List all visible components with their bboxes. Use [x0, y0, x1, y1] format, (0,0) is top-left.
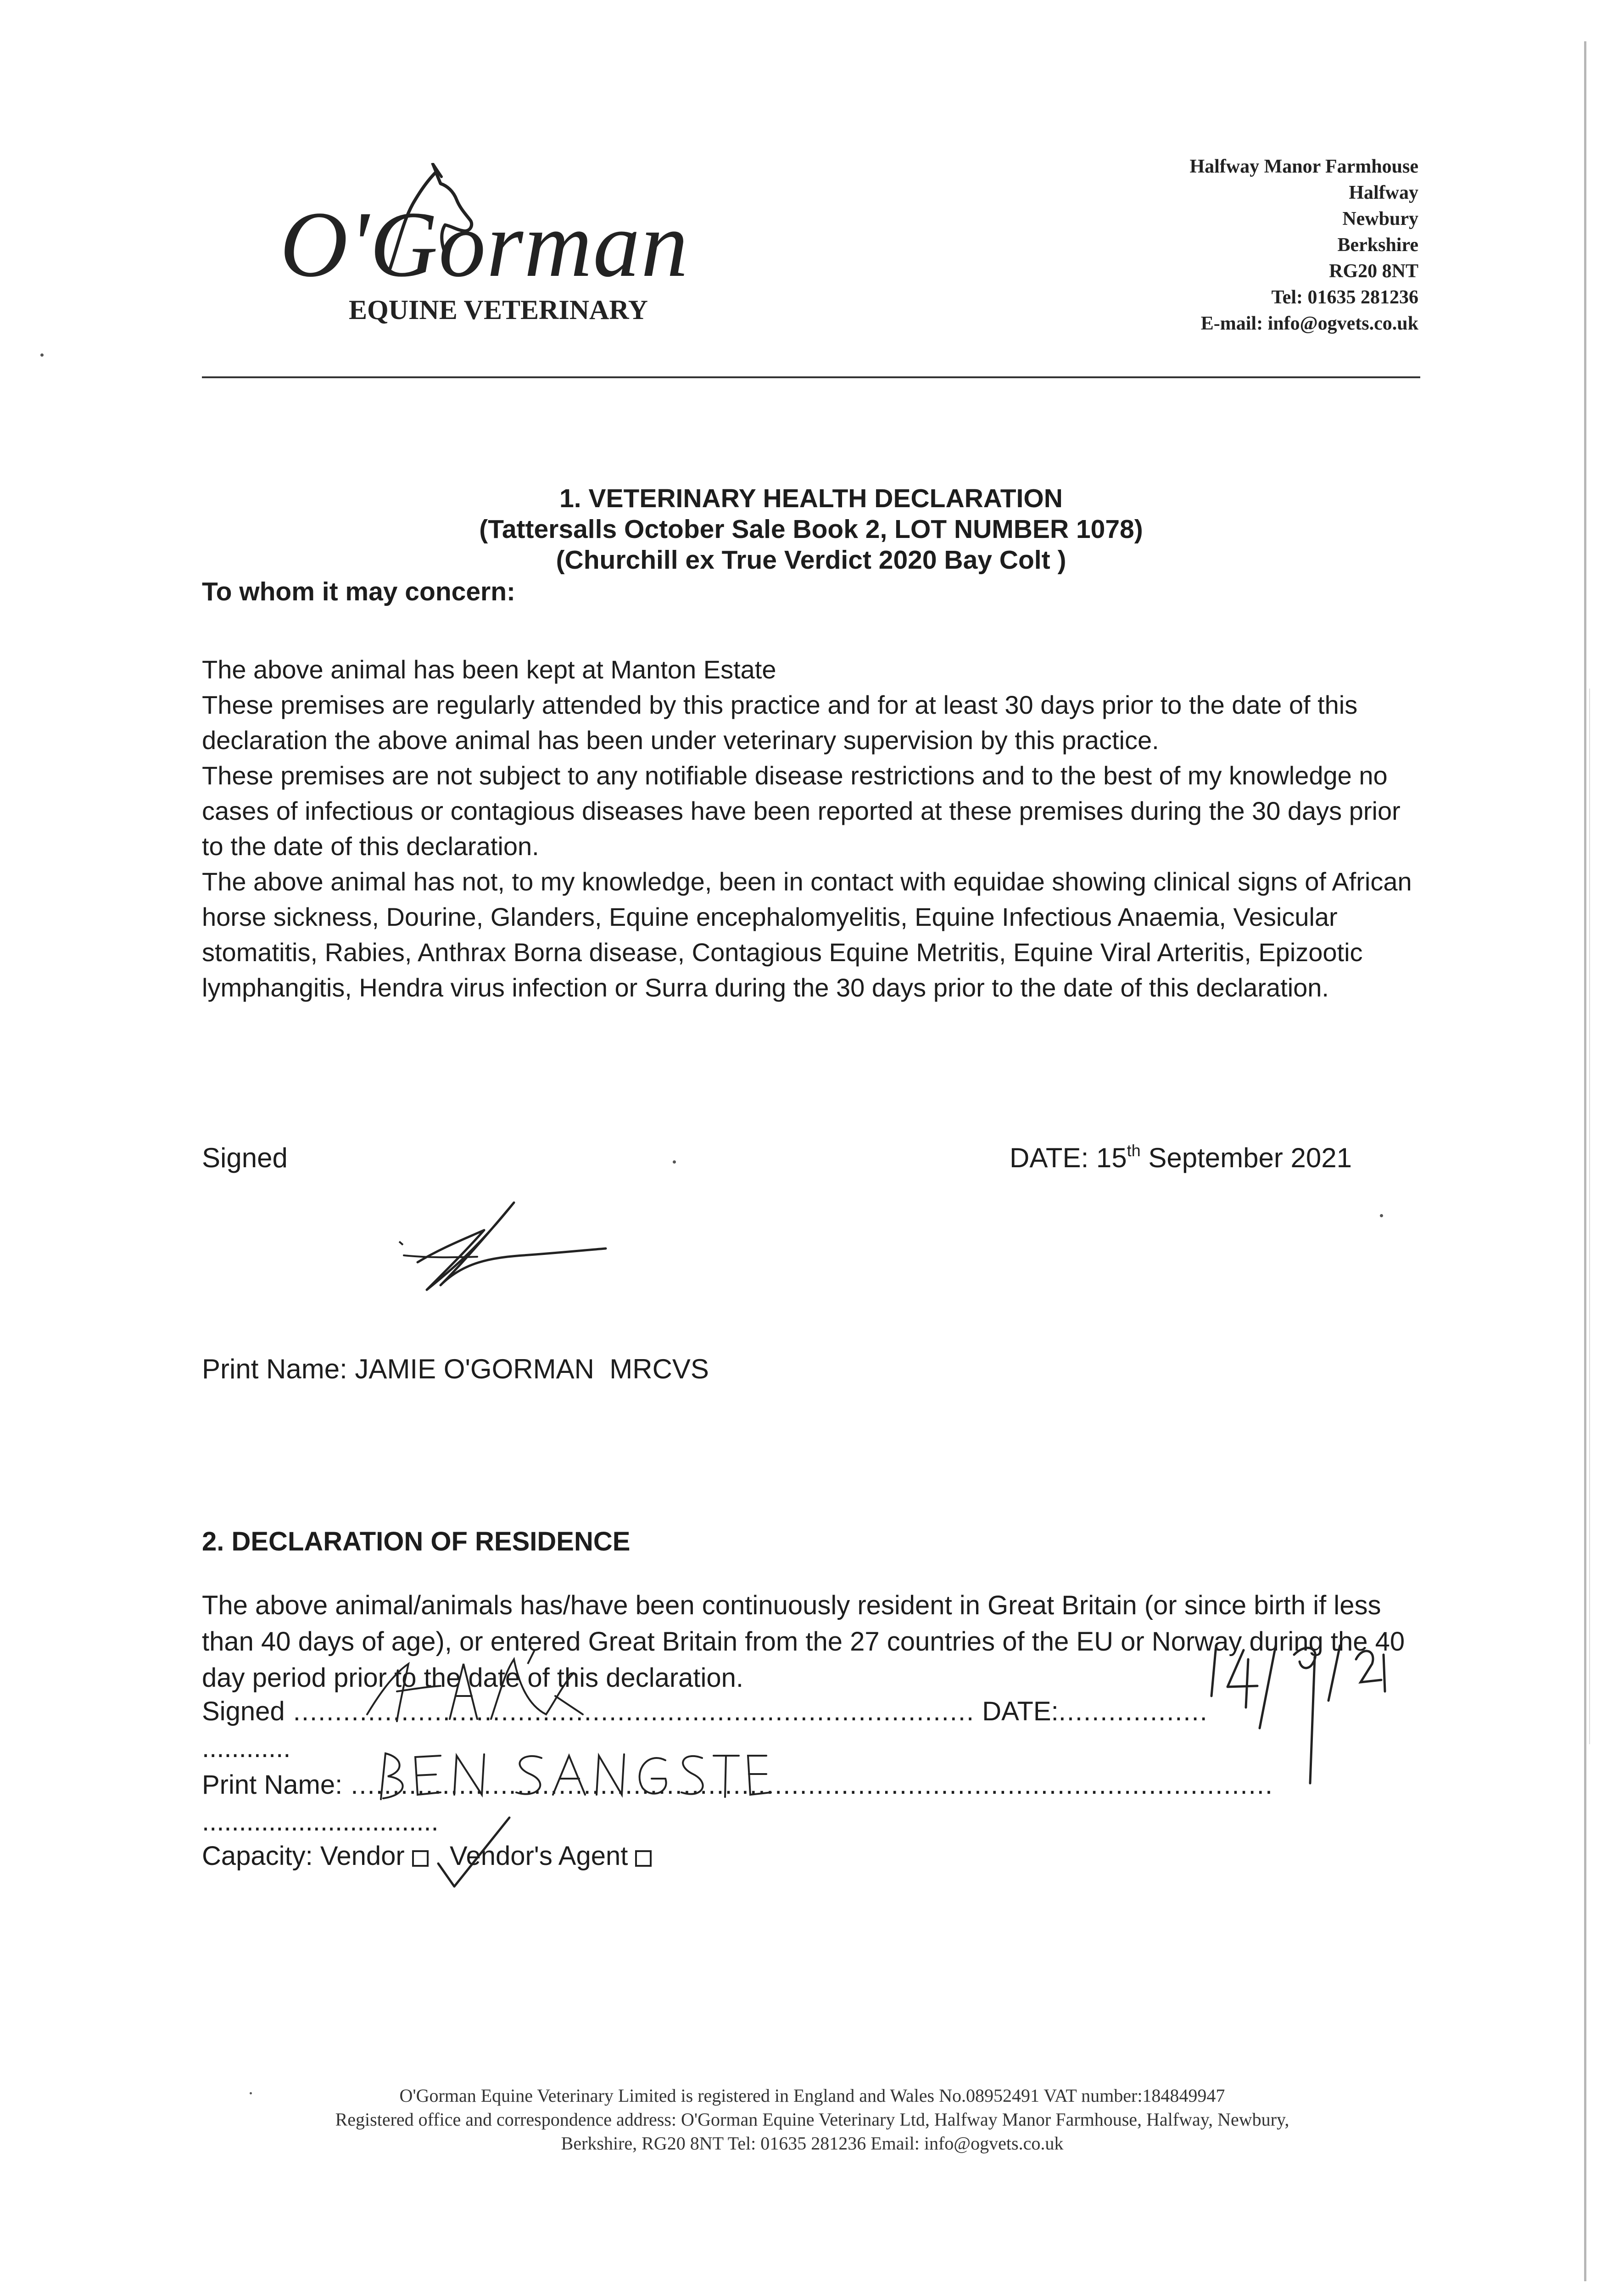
letterhead-divider	[202, 376, 1420, 378]
declaration-body	[202, 652, 1423, 1005]
date-label: DATE: 15	[1010, 1142, 1127, 1173]
address-email: E-mail: info@ogvets.co.uk	[1200, 313, 1418, 334]
address-telephone: Tel: 01635 281236	[1271, 287, 1418, 308]
section1-subheading-lot: (Tattersalls October Sale Book 2, LOT NUMBER 1078)	[479, 515, 1143, 544]
residence-print-label: Print Name:	[202, 1770, 343, 1800]
date-ordinal: th	[1127, 1141, 1141, 1160]
salutation: To whom it may concern:	[202, 577, 516, 606]
body-paragraph: These premises are not subject to any notifiable disease restrictions and to the best of my knowledge no cases of infectious or contagious diseases have been reported at these premises during the 30 days prior to the date of this declaration.	[202, 761, 1401, 861]
body-paragraph: The above animal has been kept at Manton Estate	[202, 655, 776, 684]
dotted-line-continuation: ................................	[202, 1807, 439, 1836]
vendor-checkmark-icon	[434, 1813, 516, 1891]
vet-print-name: Print Name: JAMIE O'GORMAN MRCVS	[202, 1354, 709, 1384]
residence-signed-label: Signed	[202, 1696, 285, 1726]
signed-dotted-line: ..................................................................................	[285, 1696, 975, 1726]
date-dotted-line: ..................	[1058, 1696, 1208, 1726]
scan-speck	[40, 353, 44, 357]
handwritten-date-14-9-21	[1179, 1632, 1404, 1802]
date-value: September 2021	[1140, 1142, 1352, 1173]
footer-address: Registered office and correspondence address: O'Gorman Equine Veterinary Ltd, Halfway Manor Farmhouse, Halfway, Newbury,	[335, 2109, 1289, 2130]
vendor-signature	[353, 1646, 633, 1728]
logo-wordmark: O'Gorman	[280, 192, 689, 297]
logo-subtitle: EQUINE VETERINARY	[349, 295, 648, 325]
vendor-checkbox[interactable]	[412, 1850, 429, 1867]
footer-contact: Berkshire, RG20 8NT Tel: 01635 281236 Email: info@ogvets.co.uk	[561, 2133, 1064, 2154]
section1-heading: 1. VETERINARY HEALTH DECLARATION	[559, 484, 1063, 513]
scan-edge-line	[1584, 41, 1586, 2281]
scan-speck	[1380, 1214, 1383, 1217]
address-line: Newbury	[1342, 208, 1418, 230]
address-line: Halfway Manor Farmhouse	[1189, 156, 1418, 177]
address-postcode: RG20 8NT	[1329, 261, 1418, 282]
capacity-row	[202, 1841, 652, 1871]
horse-head-logo-icon	[372, 163, 486, 282]
residence-signed-row	[202, 1696, 1208, 1727]
address-line: Halfway	[1349, 182, 1418, 203]
address-line: Berkshire	[1337, 235, 1418, 256]
scan-speck	[673, 1160, 676, 1164]
residence-date-label: DATE:	[975, 1696, 1059, 1726]
print-dotted-line: ...............................................................................................................	[342, 1770, 1273, 1800]
residence-paragraph: The above animal/animals has/have been continuously resident in Great Britain (or since birth if less than 40 days of age), or entered Great Britain from the 27 countries of the EU or Norway during the 40 day period prior to the date of this declaration.	[202, 1590, 1405, 1693]
signed-label: Signed	[202, 1142, 288, 1173]
capacity-vendor-label: Capacity: Vendor	[202, 1841, 405, 1871]
vendor-agent-label: Vendor's Agent	[449, 1841, 628, 1871]
handwritten-print-name	[372, 1749, 785, 1804]
section2-heading: 2. DECLARATION OF RESIDENCE	[202, 1527, 631, 1556]
scan-edge-line-faint	[1589, 688, 1590, 1744]
vendor-agent-checkbox[interactable]	[635, 1850, 652, 1867]
practice-address	[1189, 154, 1418, 337]
footer-registration: O'Gorman Equine Veterinary Limited is registered in England and Wales No.08952491 VAT number:184849947	[399, 2085, 1225, 2106]
body-paragraph: These premises are regularly attended by this practice and for at least 30 days prior to the date of this declaration the above animal has been under veterinary supervision by this practice.	[202, 690, 1358, 755]
dotted-line-continuation: ............	[202, 1733, 291, 1763]
declaration-date	[1010, 1142, 1352, 1174]
section1-subheading-horse: (Churchill ex True Verdict 2020 Bay Colt )	[556, 545, 1066, 575]
body-paragraph: The above animal has not, to my knowledge, been in contact with equidae showing clinical signs of African horse sickness, Dourine, Glanders, Equine encephalomyelitis, Equine Infectious Anaemia, Vesicular stomatitis, Rabies, Anthrax Borna disease, Contagious Equine Metritis, Equine Viral Arteritis, Epizootic lymphangitis, Hendra virus infection or Surra during the 30 days prior to the date of this declaration.	[202, 867, 1412, 1002]
vet-signature	[385, 1193, 624, 1304]
